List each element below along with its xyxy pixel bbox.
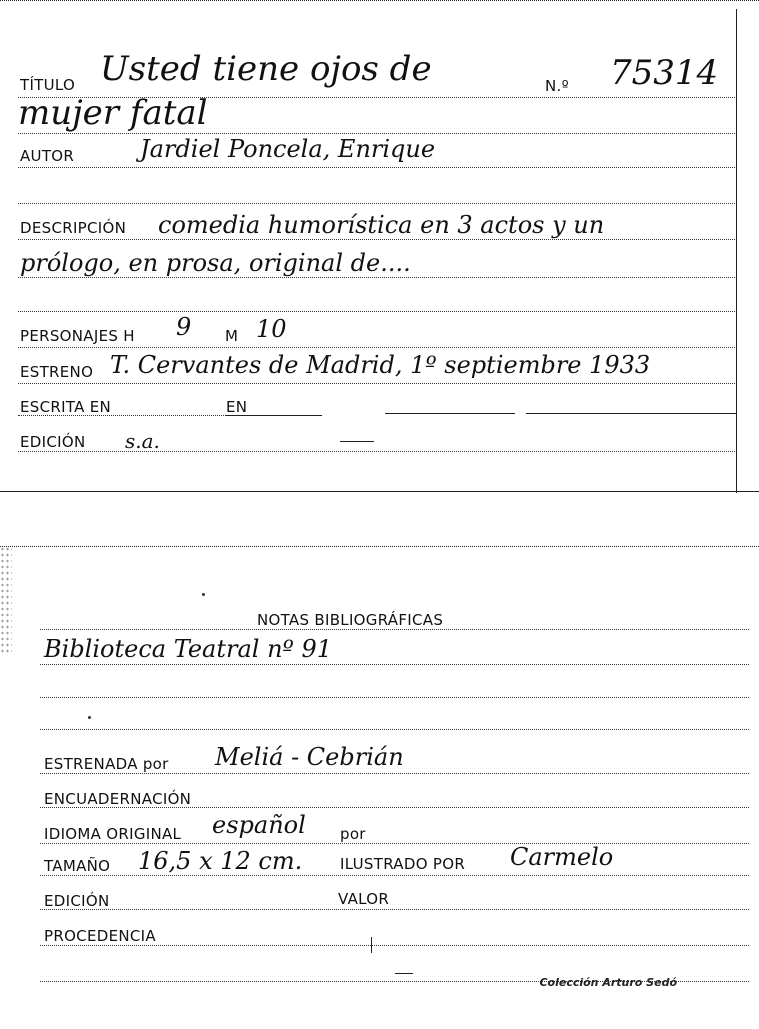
escrita-en-second-label: EN [226,398,248,416]
descripcion-value-line1: comedia humorística en 3 actos y un [158,211,605,239]
rule-line [40,909,749,910]
personajes-h-label: PERSONAJES H [20,327,135,345]
rule-line [40,629,749,630]
personajes-m-label: M [225,327,239,345]
encuadernacion-label: ENCUADERNACIÓN [44,790,192,808]
valor-label: VALOR [338,890,390,908]
rule-line [40,664,749,665]
card-bottom-edge [0,491,759,492]
tamano-label: TAMAÑO [44,857,111,875]
idioma-original-label: IDIOMA ORIGINAL [44,825,182,843]
descripcion-value-line2: prólogo, en prosa, original de.... [20,249,411,277]
escrita-en-label: ESCRITA EN [20,398,112,416]
notas-bibliograficas-title: NOTAS BIBLIOGRÁFICAS [257,611,444,629]
titulo-value-line2: mujer fatal [18,93,208,133]
rule-line [18,451,737,452]
rule-line [18,347,737,348]
tamano-value: 16,5 x 12 cm. [138,847,303,875]
titulo-value-line1: Usted tiene ojos de [100,49,432,89]
rule-line [18,277,737,278]
rule-line [40,773,749,774]
rule-line [18,133,737,134]
edicion-label: EDICIÓN [20,433,86,451]
numero-label: N.º [545,77,569,95]
idioma-original-value: español [212,811,306,839]
rule-line [18,239,737,240]
card-right-edge [736,9,737,493]
dash-mark [340,441,374,442]
catalog-card-main [0,0,759,501]
rule-line [40,945,749,946]
titulo-label: TÍTULO [20,76,76,94]
estreno-value: T. Cervantes de Madrid, 1º septiembre 1933 [110,351,651,379]
idioma-por-label: por [340,825,366,843]
estrenada-value: Meliá - Cebrián [215,743,404,771]
speck [202,593,205,596]
rule-line-short [526,413,736,414]
rule-line [18,203,737,204]
rule-line [40,729,749,730]
descripcion-label: DESCRIPCIÓN [20,219,127,237]
edicion-label: EDICIÓN [44,892,110,910]
rule-line [40,843,749,844]
collection-footer: Colección Arturo Sedó [539,976,677,989]
rule-line [18,311,737,312]
speck [88,716,91,719]
catalog-card-notes [0,546,759,1029]
rule-line [40,875,749,876]
estreno-label: ESTRENO [20,363,94,381]
personajes-h-value: 9 [176,313,192,341]
edicion-value: s.a. [125,429,160,453]
rule-line [40,697,749,698]
ilustrado-por-label: ILUSTRADO POR [340,855,466,873]
personajes-m-value: 10 [256,315,287,343]
notas-value: Biblioteca Teatral nº 91 [44,635,332,663]
rule-line [40,807,749,808]
ilustrado-por-value: Carmelo [510,843,614,871]
autor-value: Jardiel Poncela, Enrique [140,135,436,163]
rule-line [18,167,737,168]
autor-label: AUTOR [20,147,75,165]
rule-line-short [385,413,515,414]
estrenada-label: ESTRENADA por [44,755,169,773]
numero-value: 75314 [610,53,719,93]
rule-line [18,383,737,384]
dash-mark [395,973,413,974]
procedencia-label: PROCEDENCIA [44,927,156,945]
rule-line-short [226,415,322,416]
